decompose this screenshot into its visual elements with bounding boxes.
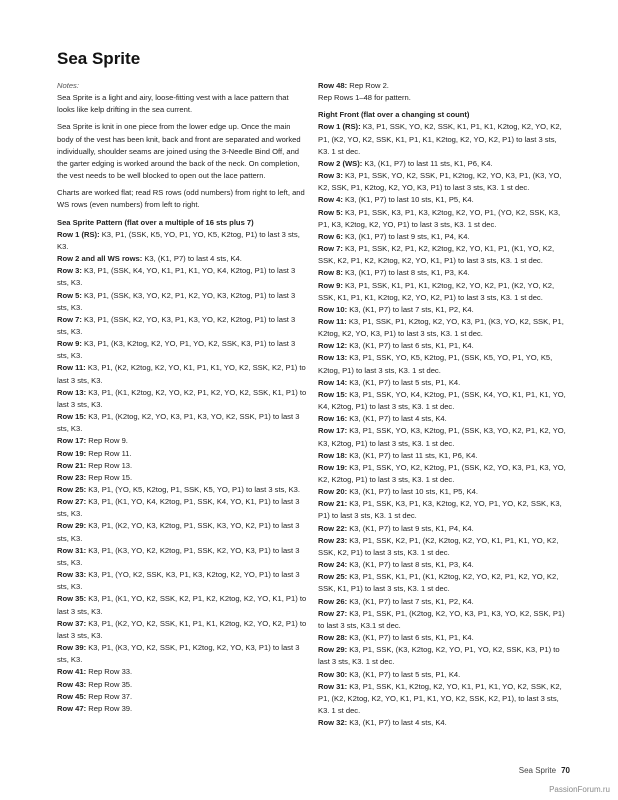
pattern-row xyxy=(318,523,568,535)
pattern-row xyxy=(57,691,307,703)
row-instructions: K3, P1, (K1, YO, K4, K2tog, P1, SSK, K4, YO, K1, P1) to last 3 sts, K3. xyxy=(57,497,300,519)
pattern-row xyxy=(57,435,307,447)
pattern-row xyxy=(318,267,568,279)
row-instructions: K3, P1, SSK, YO, K2, K2tog, P1, (SSK, K2, YO, K3, P1, K3, YO, K2, K2tog, P1) to last 3 sts, K3. 1 st dec. xyxy=(318,462,566,484)
row-instructions: K3, P1, SSK, YO, K5, K2tog, P1, (SSK, K5, YO, P1, YO, K5, K2tog, P1) to last 3 sts, K3. 1 st dec. xyxy=(318,353,553,375)
row-instructions: K3, P1, (K3, YO, K2, SSK, P1, K2tog, K2, YO, K3, P1) to last 3 sts, K3. xyxy=(57,643,300,665)
row-instructions: K3, P1, SSK, K2, P1, K2, K2tog, K2, YO, K1, P1, (K1, YO, K2, SSK, K2, P1, K2, K2tog, K2, YO, K1, P1) to last 3 sts, K3. 1 st dec. xyxy=(318,244,555,266)
row-instructions: K3, P1, SSK, K1, P1, K1, K2tog, K2, YO, K2, P1, (K2, YO, K2, SSK, K1, P1, K1, K2tog, K2, YO, K2, P1) to last 3 sts, K3. 1 st dec. xyxy=(318,280,555,302)
row-instructions: K3, P1, SSK, (K3, K2tog, K2, YO, P1, YO, K2, SSK, K3, P1) to last 3 sts, K3. 1 st dec. xyxy=(318,645,560,667)
row-label: Row 31: xyxy=(57,545,87,555)
row-label: Row 47: xyxy=(57,703,87,713)
row-label: Row 23: xyxy=(318,535,348,545)
row-instructions: Rep Row 39. xyxy=(86,703,133,713)
row-label: Row 2 and all WS rows: xyxy=(57,254,143,264)
pattern-row xyxy=(57,472,307,484)
pattern-row xyxy=(318,316,568,340)
row-instructions: K3, P1, SSK, P1, (K2tog, K2, YO, K3, P1, K3, YO, K2, SSK, P1) to last 3 sts, K3.1 st dec. xyxy=(318,608,565,630)
row-instructions: K3, (K1, P7) to last 8 sts, K1, P3, K4. xyxy=(342,268,470,278)
pattern-row xyxy=(318,92,568,104)
row-label: Row 33: xyxy=(57,570,87,580)
pattern-row xyxy=(57,338,307,362)
row-instructions: Rep Row 2. xyxy=(347,81,389,90)
row-label: Row 3: xyxy=(57,266,82,276)
pattern-row xyxy=(57,618,307,642)
row-instructions: K3, P1, (K2, YO, K3, K2tog, P1, SSK, K3, YO, K2, P1) to last 3 sts, K3. xyxy=(57,521,300,543)
row-instructions: K3, (K1, P7) to last 6 sts, K1, P1, K4. xyxy=(347,341,474,351)
row-label: Row 28: xyxy=(318,633,348,643)
row-label: Row 32: xyxy=(318,718,348,728)
row-instructions: K3, P1, SSK, YO, K3, K2tog, P1, (SSK, K3, YO, K2, P1, K2, YO, K3, K2tog, P1) to last 3 sts, K3. 1 st dec. xyxy=(318,426,566,448)
pattern-row xyxy=(318,669,568,681)
row-label: Row 7: xyxy=(57,314,82,324)
row-label: Row 1 (RS): xyxy=(57,229,100,239)
row-instructions: K3, P1, SSK, K1, P1, (K1, K2tog, K2, YO, K2, P1, K2, YO, K2, SSK, K1, P1) to last 3 sts, K3. 1 st dec. xyxy=(318,572,559,594)
pattern-row xyxy=(318,158,568,170)
pattern-row xyxy=(57,229,307,253)
row-label: Row 45: xyxy=(57,691,87,701)
pattern-row xyxy=(318,352,568,376)
row-instructions: K3, P1, (K1, YO, K2, SSK, K2, P1, K2, K2tog, K2, YO, K1, P1) to last 3 sts, K3. xyxy=(57,594,307,616)
row-label: Row 15: xyxy=(318,389,348,399)
row-label: Row 3: xyxy=(318,171,343,181)
section-heading: Right Front (flat over a changing st count) xyxy=(318,110,470,120)
pattern-row xyxy=(318,170,568,194)
pattern-row xyxy=(57,496,307,520)
row-instructions: K3, P1, (K3, K2tog, K2, YO, P1, YO, K2, SSK, K3, P1) to last 3 sts, K3. xyxy=(57,339,296,361)
footer-section: Sea Sprite xyxy=(518,766,557,775)
pattern-row xyxy=(318,340,568,352)
pattern-row xyxy=(318,389,568,413)
row-instructions: K3, P1, (YO, K5, K2tog, P1, SSK, K5, YO, P1) to last 3 sts, K3. xyxy=(86,485,300,494)
pattern-row xyxy=(318,559,568,571)
row-label: Row 24: xyxy=(318,560,348,570)
pattern-row xyxy=(57,666,307,678)
pattern-row xyxy=(318,681,568,717)
row-instructions: K3, P1, SSK, K2, P1, (K2, K2tog, K2, YO, K1, P1, K1, YO, K2, SSK, K2, P1) to last 3 sts, K3. 1 st dec. xyxy=(318,535,559,557)
row-instructions: K3, P1, SSK, YO, K2, SSK, P1, K2tog, K2, YO, K3, P1, (K3, YO, K2, SSK, P1, K2tog, K2, YO, K3, P1) to last 3 sts, K3. 1 st dec. xyxy=(318,171,562,193)
row-label: Row 48: xyxy=(318,81,348,90)
row-label: Row 19: xyxy=(318,462,348,472)
row-instructions: K3, (K1, P7) to last 5 sts, P1, K4. xyxy=(347,669,461,679)
row-instructions: K3, P1, SSK, YO, K4, K2tog, P1, (SSK, K4, YO, K1, P1, K1, YO, K4, K2tog, P1) to last 3 sts, K3. 1 st dec. xyxy=(318,389,566,412)
row-instructions: K3, (K1, P7) to last 6 sts, K1, P1, K4. xyxy=(347,633,474,643)
pattern-row xyxy=(318,121,568,157)
pattern-row xyxy=(57,545,307,569)
row-label: Row 14: xyxy=(318,377,348,387)
row-instructions: Rep Row 35. xyxy=(86,679,133,689)
row-label: Row 7: xyxy=(318,244,343,254)
pattern-row xyxy=(318,80,568,92)
row-label: Row 9: xyxy=(318,280,343,290)
pattern-row xyxy=(57,411,307,435)
pattern-row xyxy=(57,642,307,666)
row-label: Row 21: xyxy=(57,460,87,470)
pattern-row xyxy=(318,608,568,632)
row-label: Row 25: xyxy=(57,485,87,494)
row-instructions: K3, P1, SSK, K3, P1, K3, K2tog, K2, YO, P1, (YO, K2, SSK, K3, P1, K3, K2tog, K2, YO, P1) to last 3 sts, K3. 1 st dec. xyxy=(318,207,561,229)
row-label: Row 5: xyxy=(57,290,82,300)
page-footer xyxy=(519,766,570,775)
notes-paragraph: Sea Sprite is knit in one piece from the lower edge up. Once the main body of the vest has been knit, back and front are separated and worked individually, shoulder seams are joined using the 3-Needle Bind Off, and the garter edging is worked around the back of the neck. On completion, the vest needs to be well blocked to open out the lace pattern. xyxy=(57,122,301,181)
row-label: Row 18: xyxy=(318,450,348,460)
pattern-row xyxy=(57,448,307,460)
notes-paragraph: Charts are worked flat; read RS rows (odd numbers) from right to left, and WS rows (even numbers) from left to right. xyxy=(57,188,305,210)
page-number: 70 xyxy=(561,766,570,775)
row-label: Row 27: xyxy=(318,608,348,618)
row-label: Row 11: xyxy=(318,316,347,326)
pattern-row xyxy=(318,280,568,304)
right-front-rows xyxy=(318,121,568,729)
row-instructions: Rep Rows 1–48 for pattern. xyxy=(318,93,411,103)
row-instructions: K3, (K1, P7) to last 4 sts, K4. xyxy=(347,718,447,728)
row-instructions: K3, P1, SSK, K3, P1, K3, K2tog, K2, YO, P1, YO, K2, SSK, K3, P1) to last 3 sts, K3. 1 st dec. xyxy=(318,499,562,521)
row-instructions: Rep Row 9. xyxy=(86,436,128,446)
pattern-row xyxy=(57,314,307,338)
row-label: Row 8: xyxy=(318,268,343,278)
pattern-row xyxy=(57,362,307,386)
pattern-row xyxy=(57,387,307,411)
section-heading: Sea Sprite Pattern (flat over a multiple of 16 sts plus 7) xyxy=(57,217,254,227)
pattern-row xyxy=(318,644,568,668)
pattern-row xyxy=(318,486,568,498)
pattern-row xyxy=(318,717,568,729)
row-instructions: K3, (K1, P7) to last 10 sts, K1, P5, K4. xyxy=(347,487,478,497)
row-label: Row 21: xyxy=(318,499,348,509)
row-instructions: K3, P1, SSK, K1, K2tog, K2, YO, K1, P1, K1, YO, K2, SSK, K2, P1, (K2, K2tog, K2, YO, K1, P1, K1, YO, K2, SSK, K2, P1), to last 3 sts, K3. 1 st dec. xyxy=(318,681,562,715)
pattern-row xyxy=(318,377,568,389)
row-instructions: K3, P1, (SSK, K3, YO, K2, P1, K2, YO, K3, K2tog, P1) to last 3 sts, K3. xyxy=(57,290,296,312)
row-instructions: K3, (K1, P7) to last 5 sts, P1, K4. xyxy=(347,377,461,387)
row-instructions: Rep Row 37. xyxy=(86,691,133,701)
pattern-row xyxy=(57,593,307,617)
row-label: Row 2 (WS): xyxy=(318,158,363,168)
watermark: PassionForum.ru xyxy=(549,785,610,794)
row-instructions: Rep Row 15. xyxy=(86,472,133,482)
row-label: Row 16: xyxy=(318,414,348,424)
pattern-row xyxy=(318,304,568,316)
row-label: Row 37: xyxy=(57,618,87,628)
row-label: Row 41: xyxy=(57,667,87,677)
row-label: Row 29: xyxy=(318,645,348,655)
left-column xyxy=(57,80,307,715)
row-label: Row 5: xyxy=(318,207,343,217)
row-instructions: K3, (K1, P7) to last 9 sts, K1, P4, K4. xyxy=(347,523,474,533)
pattern-row xyxy=(57,679,307,691)
pattern-row xyxy=(318,632,568,644)
row-instructions: K3, P1, (K2, K2tog, K2, YO, K1, P1, K1, YO, K2, SSK, K2, P1) to last 3 sts, K3. xyxy=(57,363,306,385)
row-instructions: K3, (K1, P7) to last 8 sts, K1, P3, K4. xyxy=(347,560,474,570)
row-instructions: K3, (K1, P7) to last 11 sts, K1, P6, K4. xyxy=(347,450,478,460)
row-instructions: Rep Row 33. xyxy=(86,667,133,677)
row-instructions: K3, (K1, P7) to last 9 sts, K1, P4, K4. xyxy=(342,231,470,241)
row-label: Row 35: xyxy=(57,594,87,604)
row-label: Row 19: xyxy=(57,448,87,458)
row-instructions: K3, (K1, P7) to last 7 sts, K1, P2, K4. xyxy=(347,304,474,314)
row-label: Row 23: xyxy=(57,472,87,482)
row-label: Row 4: xyxy=(318,195,343,205)
pattern-row xyxy=(318,413,568,425)
pattern-row xyxy=(318,535,568,559)
pattern-row xyxy=(318,498,568,522)
row-label: Row 1 (RS): xyxy=(318,122,361,132)
row-label: Row 27: xyxy=(57,497,87,507)
row-instructions: K3, (K1, P7) to last 4 sts, K4. xyxy=(142,254,242,264)
row-label: Row 20: xyxy=(318,487,348,497)
row-instructions: K3, P1, (YO, K2, SSK, K3, P1, K3, K2tog, K2, YO, P1) to last 3 sts, K3. xyxy=(57,570,300,592)
row-label: Row 12: xyxy=(318,341,348,351)
row-instructions: K3, P1, SSK, P1, K2tog, K2, YO, K3, P1, (K3, YO, K2, SSK, P1, K2tog, K2, YO, K3, P1) to last 3 sts, K3. 1 st dec. xyxy=(318,316,564,339)
row-label: Row 22: xyxy=(318,523,348,533)
row-instructions: K3, (K1, P7) to last 10 sts, K1, P5, K4. xyxy=(342,195,474,205)
row-instructions: K3, P1, (K3, YO, K2, K2tog, P1, SSK, K2, YO, K3, P1) to last 3 sts, K3. xyxy=(57,545,300,567)
row-label: Row 26: xyxy=(318,596,348,606)
pattern-row xyxy=(318,450,568,462)
pattern-row xyxy=(57,460,307,472)
pattern-row xyxy=(318,571,568,595)
page-title: Sea Sprite xyxy=(57,49,141,68)
row-instructions: K3, P1, (K2tog, K2, YO, K3, P1, K3, YO, K2, SSK, P1) to last 3 sts, K3. xyxy=(57,412,300,434)
pattern-rows-end xyxy=(318,80,568,104)
row-label: Row 30: xyxy=(318,669,348,679)
pattern-row xyxy=(318,207,568,231)
row-instructions: K3, (K1, P7) to last 11 sts, K1, P6, K4. xyxy=(362,158,493,168)
pattern-row xyxy=(318,194,568,206)
pattern-row xyxy=(318,243,568,267)
row-instructions: Rep Row 11. xyxy=(86,448,132,458)
row-label: Row 43: xyxy=(57,679,87,689)
row-label: Row 11: xyxy=(57,363,86,373)
row-label: Row 17: xyxy=(318,426,348,436)
row-label: Row 9: xyxy=(57,339,82,349)
row-instructions: K3, P1, (SSK, K4, YO, K1, P1, K1, YO, K4, K2tog, P1) to last 3 sts, K3. xyxy=(57,266,296,288)
pattern-row xyxy=(318,596,568,608)
pattern-row xyxy=(57,703,307,715)
pattern-row xyxy=(57,290,307,314)
row-label: Row 15: xyxy=(57,412,87,422)
row-instructions: K3, P1, (SSK, K2, YO, K3, P1, K3, YO, K2, K2tog, P1) to last 3 sts, K3. xyxy=(57,314,296,336)
row-label: Row 6: xyxy=(318,231,343,241)
row-instructions: K3, (K1, P7) to last 4 sts, K4. xyxy=(347,414,447,424)
pattern-row xyxy=(318,462,568,486)
pattern-row xyxy=(57,520,307,544)
pattern-row xyxy=(318,425,568,449)
pattern-row xyxy=(57,253,307,265)
row-label: Row 25: xyxy=(318,572,348,582)
row-instructions: K3, (K1, P7) to last 7 sts, K1, P2, K4. xyxy=(347,596,474,606)
notes-paragraph: Sea Sprite is a light and airy, loose-fitting vest with a lace pattern that looks like kelp drifting in the sea current. xyxy=(57,93,289,115)
row-instructions: Rep Row 13. xyxy=(86,460,133,470)
row-label: Row 17: xyxy=(57,436,87,446)
row-instructions: K3, P1, SSK, YO, K2, SSK, K1, P1, K1, K2tog, K2, YO, K2, P1, (K2, YO, K2, SSK, K1, P1, K1, K2tog, K2, YO, K2, P1) to last 3 sts, K3. 1 st dec. xyxy=(318,122,562,156)
right-column xyxy=(318,80,568,729)
pattern-row xyxy=(57,265,307,289)
row-label: Row 29: xyxy=(57,521,87,531)
row-instructions: K3, P1, (K1, K2tog, K2, YO, K2, P1, K2, YO, K2, SSK, K1, P1) to last 3 sts, K3. xyxy=(57,387,307,409)
row-instructions: K3, P1, (K2, YO, K2, SSK, K1, P1, K1, K2tog, K2, YO, K2, P1) to last 3 sts, K3. xyxy=(57,618,307,640)
pattern-rows xyxy=(57,229,307,715)
row-label: Row 13: xyxy=(318,353,348,363)
row-label: Row 10: xyxy=(318,304,348,314)
pattern-row xyxy=(57,484,307,496)
row-instructions: K3, P1, (SSK, K5, YO, P1, YO, K5, K2tog, P1) to last 3 sts, K3. xyxy=(57,229,300,251)
notes-label: Notes: xyxy=(57,81,79,90)
row-label: Row 31: xyxy=(318,681,348,691)
pattern-row xyxy=(57,569,307,593)
row-label: Row 39: xyxy=(57,643,87,653)
pattern-row xyxy=(318,231,568,243)
row-label: Row 13: xyxy=(57,387,87,397)
